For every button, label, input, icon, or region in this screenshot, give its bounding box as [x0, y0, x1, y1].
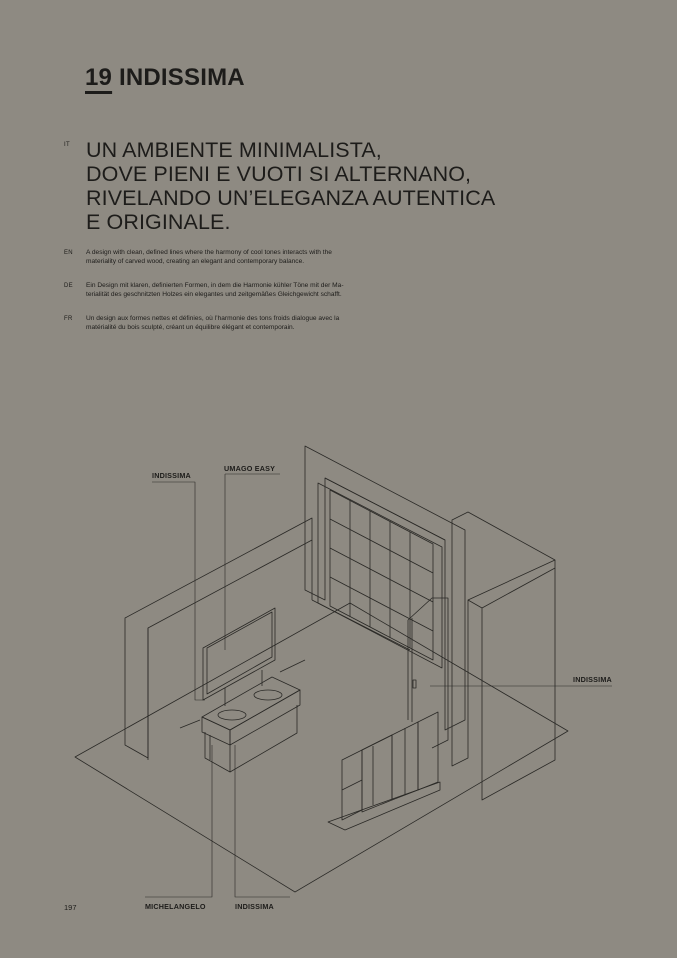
right-wall	[452, 512, 555, 800]
paragraph-line: matérialité du bois sculpté, créant un équilibre élégant et contemporain.	[86, 324, 295, 331]
callout-label: INDISSIMA	[235, 902, 274, 911]
paragraph-line: Ein Design mit klaren, definierten Formen, in dem die Harmonie kühler Töne mit der Ma-	[86, 282, 344, 289]
lang-code-en: EN	[64, 250, 73, 256]
lang-code-it: IT	[64, 142, 70, 148]
headline-line: E ORIGINALE.	[86, 210, 231, 234]
page-number: 197	[64, 903, 77, 912]
collection-name: INDISSIMA	[118, 64, 245, 91]
headline-line: RIVELANDO UN’ELEGANZA AUTENTICA	[86, 186, 496, 210]
left-wall	[125, 518, 312, 758]
headline-line: UN AMBIENTE MINIMALISTA,	[86, 138, 382, 162]
callout-label: UMAGO EASY	[224, 464, 276, 473]
paragraph-line: terialität des geschnitzten Holzes ein elegantes und zeitgemäßes Gleichgewicht schafft.	[86, 291, 342, 298]
callout-label: INDISSIMA	[573, 675, 612, 684]
lang-code-fr: FR	[64, 316, 73, 322]
headline-line: DOVE PIENI E VUOTI SI ALTERNANO,	[86, 162, 472, 186]
paragraph-line: A design with clean, defined lines where the harmony of cool tones interacts with the	[86, 249, 332, 256]
callout-label: INDISSIMA	[152, 471, 191, 480]
window	[318, 483, 442, 668]
mirror	[203, 608, 275, 700]
paragraph-line: Un design aux formes nettes et définies, où l’harmonie des tons froids dialogue avec la	[86, 315, 340, 322]
floor-outline	[75, 603, 568, 892]
section-number: 19	[85, 64, 113, 91]
lang-code-de: DE	[64, 283, 73, 289]
paragraph-line: materiality of carved wood, creating an elegant and contemporary balance.	[86, 258, 305, 265]
callout-label: MICHELANGELO	[145, 902, 206, 911]
vanity	[180, 660, 305, 772]
callout-leaders	[145, 474, 612, 897]
storage-units	[328, 712, 440, 830]
